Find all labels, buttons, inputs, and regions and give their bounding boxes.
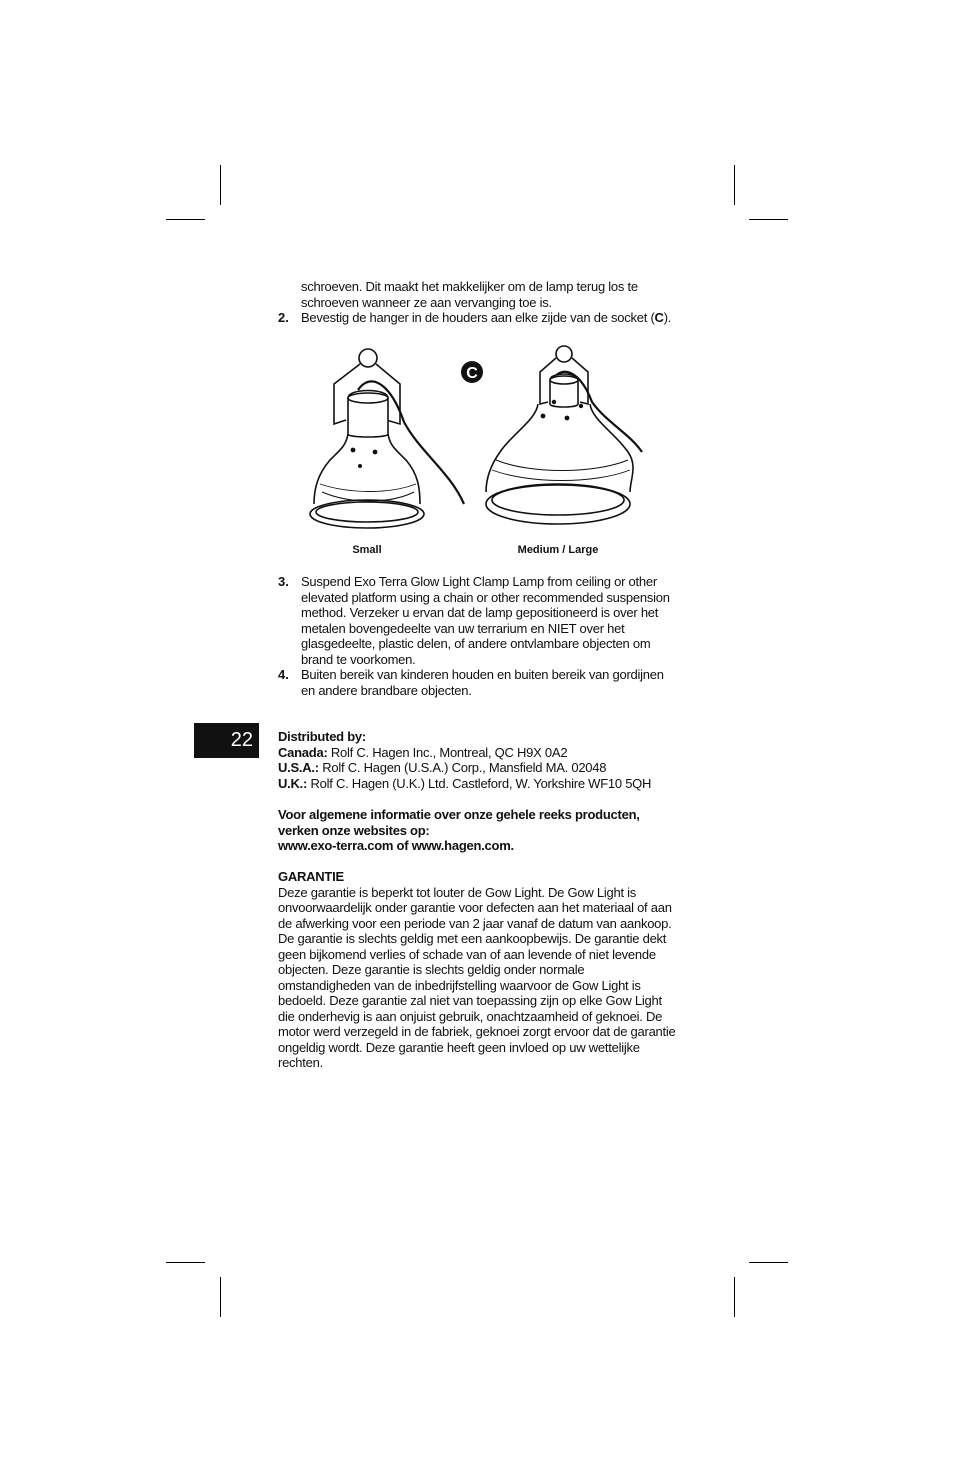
step-4-number: 4. [278,667,289,682]
distributor-usa [278,760,698,776]
crop-mark-top-right-vertical [734,165,735,205]
small-lamp-drawing [310,349,464,528]
step-2-number: 2. [278,310,289,325]
distributors-block [278,729,698,791]
distributor-canada-label: Canada: [278,744,328,760]
distributor-usa-address: Rolf C. Hagen (U.S.A.) Corp., Mansfield MA. 02048 [322,760,607,775]
crop-mark-bottom-right-vertical [734,1277,735,1317]
distributors-heading: Distributed by: [278,729,366,744]
step-2-close: ). [663,310,672,325]
crop-mark-top-left-horizontal [166,219,205,220]
warranty-heading: GARANTIE [278,869,344,884]
distributor-usa-label: U.S.A.: [278,760,319,775]
small-lamp-vent-dot [358,464,362,468]
step-2-text [301,310,681,326]
medium-lamp-vent-dot [552,400,556,404]
distributor-uk [278,776,698,792]
label-medium-large: Medium / Large [517,544,599,556]
lamp-hanger-illustration [300,342,650,562]
distributor-uk-address: Rolf C. Hagen (U.K.) Ltd. Castleford, W. Yorkshire WF10 5QH [310,775,652,791]
distributor-uk-label: U.K.: [278,775,308,791]
step-3-text: Suspend Exo Terra Glow Light Clamp Lamp from ceiling or other elevated platform using a chain or other recommended suspension method. Verzeker u ervan dat de lamp gepositioneerd is over het metalen bovengedeelte van uw terrarium en NIET over het glasgedeelte, plastic delen, of andere ontvlambare objecten om brand te voorkomen. [301,574,670,667]
website-info-line-1: Voor algemene informatie over onze gehele reeks producten, [278,807,640,822]
distributor-canada-address: Rolf C. Hagen Inc., Montreal, QC H9X 0A2 [330,744,568,760]
small-lamp-vent-dot [373,450,378,455]
warranty-body: Deze garantie is beperkt tot louter de Gow Light. De Gow Light is onvoorwaardelijk onder garantie voor defecten aan het materiaal of aan de afwerking voor een periode van 2 jaar vanaf de datum van aankoop. De garantie is slechts geldig met een aankoopbewijs. De garantie dekt geen bijkomend verlies of schade van of aan levende of niet levende objecten. Deze garantie is slechts geldig onder normale omstandigheden van de inbedrijfstelling waarvoor de Gow Light is bedoeld. Deze garantie zal niet van toepassing zijn op elke Gow Light die onderhevig is aan onjuist gebruik, onachtzaamheid of geknoei. De motor werd verzegeld in de fabriek, geknoei zorgt ervoor dat de garantie ongeldig wordt. Deze garantie heeft geen invloed op uw wettelijke rechten. [278,884,676,1070]
page-number: 22 [194,723,259,758]
medium-lamp-vent-dot [541,414,546,419]
distributor-canada [278,745,698,761]
figure-marker-label: C [466,365,478,382]
step-3-number: 3. [278,574,289,589]
step-4-text: Buiten bereik van kinderen houden en buiten bereik van gordijnen en andere brandbare objecten. [301,667,664,698]
crop-mark-top-left-vertical [220,165,221,205]
crop-mark-top-right-horizontal [749,219,788,220]
crop-mark-bottom-right-horizontal [749,1262,788,1263]
website-info-line-3: www.exo-terra.com of www.hagen.com. [278,838,514,853]
medium-large-lamp-drawing [486,346,642,524]
crop-mark-bottom-left-horizontal [166,1262,205,1263]
step-2-body: Bevestig de hanger in de houders aan elke zijde van de socket ( [301,310,655,325]
step-1-continuation: schroeven. Dit maakt het makkelijker om de lamp terug los te schroeven wanneer ze aan vervanging toe is. [301,279,638,310]
website-info-block [278,807,698,854]
step-2-figure-ref: C [654,310,664,325]
medium-lamp-vent-dot [579,404,583,408]
label-small: Small [352,544,382,556]
small-lamp-vent-dot [351,448,356,453]
crop-mark-bottom-left-vertical [220,1277,221,1317]
medium-lamp-vent-dot [565,416,570,421]
website-info-line-2: verken onze websites op: [278,822,430,838]
warranty-block [278,869,678,1071]
